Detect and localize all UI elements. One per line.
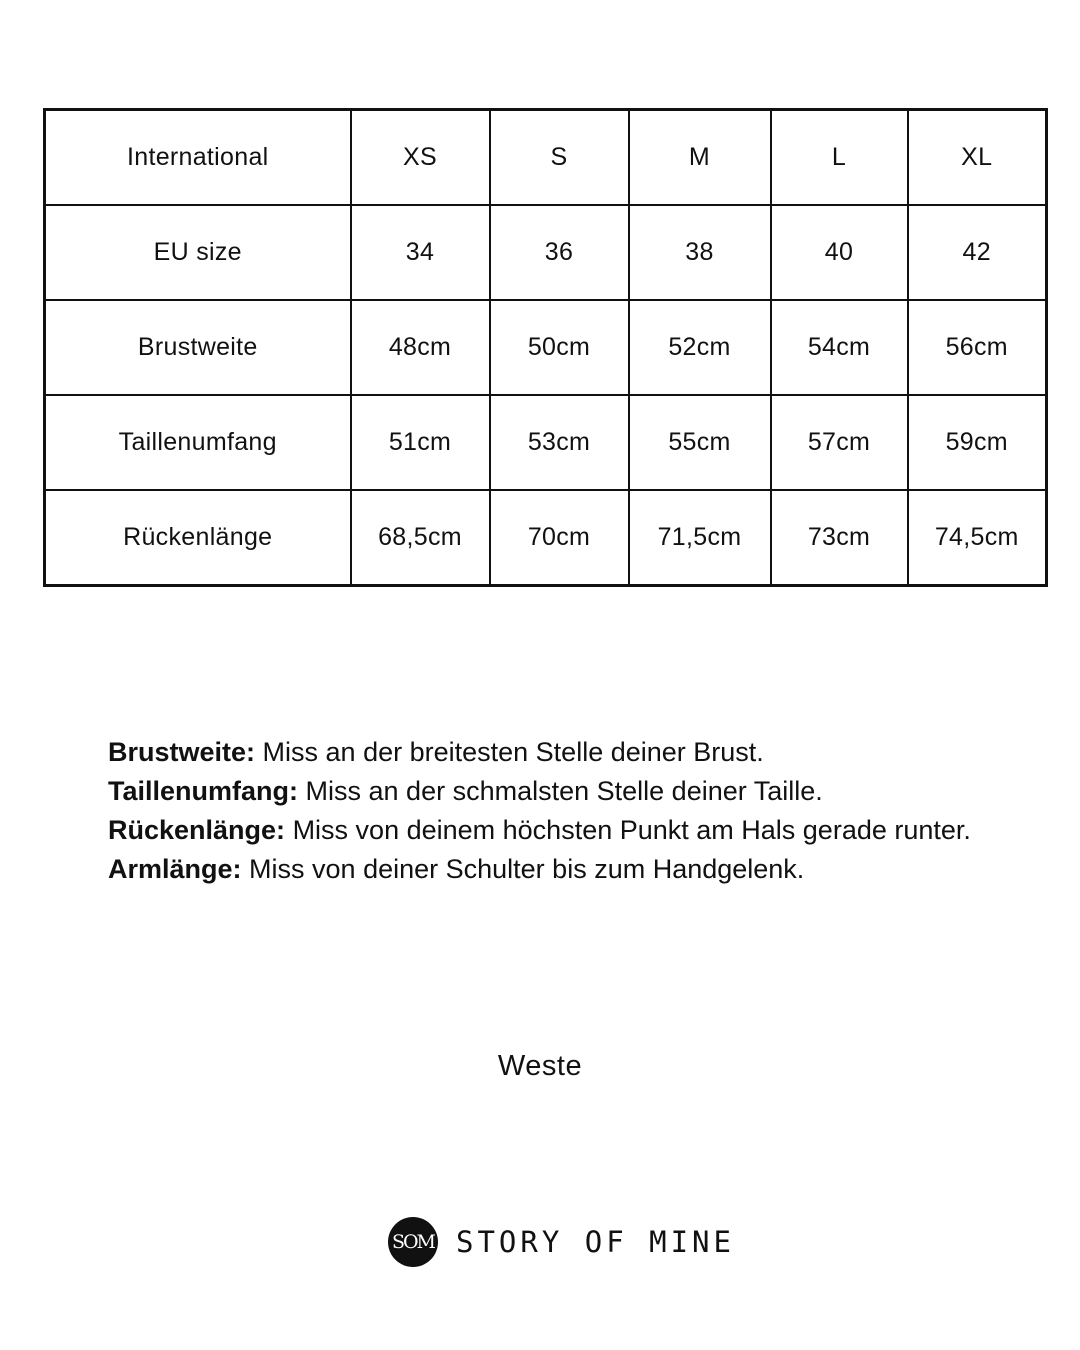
table-cell: M bbox=[629, 110, 771, 206]
table-row-eu-size bbox=[45, 205, 1047, 300]
table-cell: 36 bbox=[490, 205, 629, 300]
row-label: Brustweite bbox=[45, 300, 351, 395]
brand-name: STORY OF MINE bbox=[456, 1225, 735, 1259]
brand-logo-icon: SOM bbox=[388, 1217, 438, 1267]
table-cell: 50cm bbox=[490, 300, 629, 395]
table-cell: 34 bbox=[351, 205, 490, 300]
table-cell: 38 bbox=[629, 205, 771, 300]
table-cell: XL bbox=[908, 110, 1047, 206]
table-cell: 59cm bbox=[908, 395, 1047, 490]
table-row-taillenumfang bbox=[45, 395, 1047, 490]
instruction-term: Armlänge: bbox=[108, 854, 242, 884]
instruction-brustweite bbox=[108, 733, 972, 772]
table-cell: 54cm bbox=[771, 300, 908, 395]
table-cell: 55cm bbox=[629, 395, 771, 490]
table-cell: 73cm bbox=[771, 490, 908, 586]
instruction-text: Miss an der breitesten Stelle deiner Brust. bbox=[262, 737, 764, 767]
product-name: Weste bbox=[497, 1050, 583, 1082]
table-row-brustweite bbox=[45, 300, 1047, 395]
instruction-term: Rückenlänge: bbox=[108, 815, 286, 845]
table-cell: XS bbox=[351, 110, 490, 206]
table-cell: 68,5cm bbox=[351, 490, 490, 586]
table-cell: 48cm bbox=[351, 300, 490, 395]
row-label: EU size bbox=[45, 205, 351, 300]
table-cell: 56cm bbox=[908, 300, 1047, 395]
table-cell: 52cm bbox=[629, 300, 771, 395]
instruction-taillenumfang bbox=[108, 772, 972, 811]
table-cell: 71,5cm bbox=[629, 490, 771, 586]
measurement-instructions bbox=[108, 733, 972, 889]
size-chart-table bbox=[43, 108, 1048, 587]
table-row-rueckenlaenge bbox=[45, 490, 1047, 586]
brand-footer bbox=[388, 1216, 735, 1268]
table-cell: 70cm bbox=[490, 490, 629, 586]
table-cell: L bbox=[771, 110, 908, 206]
instruction-text: Miss von deinem höchsten Punkt am Hals gerade runter. bbox=[292, 815, 971, 845]
table-cell: 57cm bbox=[771, 395, 908, 490]
instruction-text: Miss von deiner Schulter bis zum Handgelenk. bbox=[249, 854, 805, 884]
table-cell: 53cm bbox=[490, 395, 629, 490]
table-cell: 42 bbox=[908, 205, 1047, 300]
table-cell: 40 bbox=[771, 205, 908, 300]
table-cell: S bbox=[490, 110, 629, 206]
instruction-rueckenlaenge bbox=[108, 811, 972, 850]
row-label: International bbox=[45, 110, 351, 206]
row-label: Rückenlänge bbox=[45, 490, 351, 586]
table-cell: 74,5cm bbox=[908, 490, 1047, 586]
table-cell: 51cm bbox=[351, 395, 490, 490]
instruction-term: Taillenumfang: bbox=[108, 776, 299, 806]
instruction-term: Brustweite: bbox=[108, 737, 256, 767]
instruction-text: Miss an der schmalsten Stelle deiner Taille. bbox=[305, 776, 823, 806]
table-row-international bbox=[45, 110, 1047, 206]
row-label: Taillenumfang bbox=[45, 395, 351, 490]
instruction-armlaenge bbox=[108, 850, 972, 889]
